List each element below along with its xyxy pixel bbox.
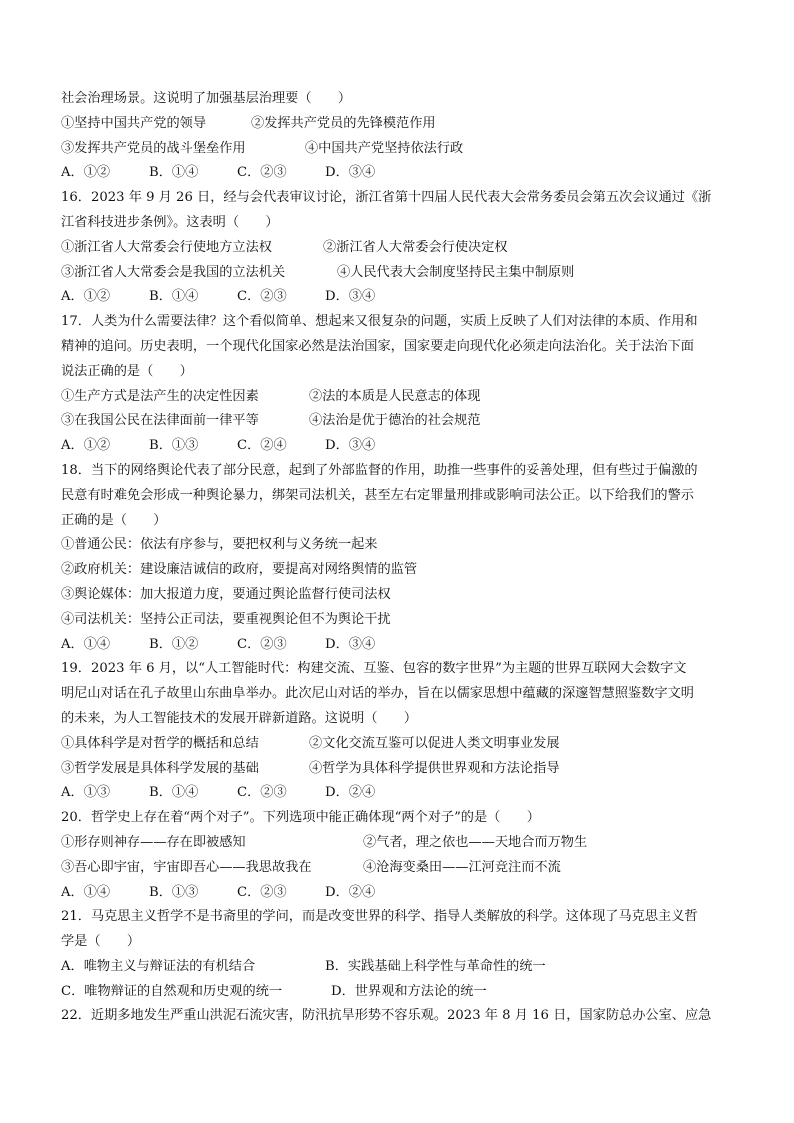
q20-stem: 20．哲学史上存在着“两个对子”。下列选项中能正确体现“两个对子”的是（ ） (61, 810, 540, 826)
q17-option-d: D．③④ (325, 438, 376, 454)
q19-option-a: A．①③ (61, 785, 111, 801)
q15-statement-2: ②发挥共产党员的先锋模范作用 (251, 115, 436, 131)
q16-stem-line-1: 16．2023 年 9 月 26 日，经与会代表审议讨论，浙江省第十四届人民代表大会常务委员会第五次会议通过《浙 (61, 190, 712, 206)
q15-option-c: C．②③ (237, 165, 287, 181)
q16-statements-1 (61, 236, 741, 261)
q20-option-d: D．②④ (325, 884, 376, 900)
q22-stem-line-1: 22．近期多地发生严重山洪泥石流灾害，防汛抗旱形势不容乐观。2023 年 8 月 16 日，国家防总办公室、应急 (61, 1008, 712, 1024)
q16-option-c: C．②③ (237, 289, 287, 305)
q15-stem-tail: 社会治理场景。这说明了加强基层治理要（ ） (61, 91, 352, 106)
q20-statements-2 (61, 856, 741, 881)
q18-option-a: A．①④ (61, 636, 111, 652)
q15-option-a: A．①② (61, 165, 111, 181)
q18-option-d: D．③④ (325, 636, 376, 652)
q19-option-b: B．①④ (149, 785, 199, 801)
q20-statements-1 (61, 831, 741, 856)
q16-statement-4: ④人民代表大会制度坚持民主集中制原则 (337, 264, 575, 280)
q20-statement-4: ④沧海变桑田——江河竞注而不流 (363, 859, 561, 875)
q16-stem-line-2: 江省科技进步条例》。这表明（ ） (61, 214, 279, 230)
q16-statement-1: ①浙江省人大常委会行使地方立法权 (61, 239, 272, 255)
q17-statement-4: ④法治是优于德治的社会规范 (309, 413, 481, 429)
q16-statements-2 (61, 261, 741, 286)
q18-statement-4: ④司法机关：坚持公正司法，要重视舆论但不为舆论干扰 (61, 611, 391, 627)
q17-stem-line-3: 说法正确的是（ ） (61, 363, 193, 379)
q20-option-a: A．①④ (61, 884, 111, 900)
q19-stem-line-2: 明尼山对话在孔子故里山东曲阜举办。此次尼山对话的举办，旨在以儒家思想中蕴藏的深邃智慧照鉴数字文明 (61, 686, 694, 702)
q20-statement-3: ③吾心即宇宙，宇宙即吾心——我思故我在 (61, 859, 312, 875)
q15-statements-1 (61, 112, 741, 137)
q15-statement-1: ①坚持中国共产党的领导 (61, 115, 207, 131)
q19-statements-2 (61, 757, 741, 782)
q16-statement-2: ②浙江省人大常委会行使决定权 (323, 239, 508, 255)
q19-statement-3: ③哲学发展是具体科学发展的基础 (61, 760, 259, 776)
q17-stem-line-1: 17．人类为什么需要法律？这个看似简单、想起来又很复杂的问题，实质上反映了人们对法律的本质、作用和 (61, 314, 698, 330)
q18-stem-line-2: 民意有时难免会形成一种舆论暴力，绑架司法机关，甚至左右定罪量刑排或影响司法公正。以下给我们的警示 (61, 487, 694, 503)
q15-statement-3: ③发挥共产党员的战斗堡垒作用 (61, 140, 246, 156)
q16-options (61, 285, 741, 310)
q18-options (61, 633, 741, 658)
q18-option-c: C．②③ (237, 636, 287, 652)
q21-option-c: C．唯物辩证的自然观和历史观的统一 (61, 983, 283, 999)
q21-options-1 (61, 955, 741, 980)
q21-option-a: A．唯物主义与辩证法的有机结合 (61, 958, 256, 974)
q18-statement-3: ③舆论媒体：加大报道力度，要通过舆论监督行使司法权 (61, 586, 391, 602)
q17-statements-1 (61, 385, 741, 410)
q19-stem-line-1: 19．2023 年 6 月，以“人工智能时代：构建交流、互鉴、包容的数字世界”为主题的世界互联网大会数字文 (61, 661, 687, 677)
q15-options (61, 161, 741, 186)
q15-option-d: D．③④ (325, 165, 376, 181)
q18-stem-line-1: 18．当下的网络舆论代表了部分民意，起到了外部监督的作用，助推一些事件的妥善处理，但有些过于偏激的 (61, 462, 698, 478)
q20-option-b: B．①③ (149, 884, 199, 900)
q15-statements-2 (61, 137, 741, 162)
q16-option-b: B．①④ (149, 289, 199, 305)
q19-statements-1 (61, 732, 741, 757)
q21-options-2 (61, 980, 741, 1005)
q20-options (61, 881, 741, 906)
q17-options (61, 434, 741, 459)
q17-stem-line-2: 精神的追问。历史表明，一个现代化国家必然是法治国家，国家要走向现代化必须走向法治化。关于法治下面 (61, 338, 694, 354)
q19-option-c: C．②③ (237, 785, 287, 801)
q17-option-a: A．①② (61, 438, 111, 454)
q16-option-a: A．①② (61, 289, 111, 305)
q20-option-c: C．②③ (237, 884, 287, 900)
q21-stem-line-1: 21．马克思主义哲学不是书斋里的学问，而是改变世界的科学、指导人类解放的科学。这体现了马克思主义哲 (61, 909, 698, 925)
q17-statement-3: ③在我国公民在法律面前一律平等 (61, 413, 259, 429)
q19-statement-1: ①具体科学是对哲学的概括和总结 (61, 735, 259, 751)
q15-option-b: B．①④ (149, 165, 199, 181)
q17-option-b: B．①③ (149, 438, 199, 454)
q20-statement-1: ①形存则神存——存在即被感知 (61, 834, 246, 850)
q17-option-c: C．②④ (237, 438, 287, 454)
q21-option-b: B．实践基础上科学性与革命性的统一 (325, 958, 546, 974)
q17-statement-1: ①生产方式是法产生的决定性因素 (61, 388, 259, 404)
q15-statement-4: ④中国共产党坚持依法行政 (305, 140, 464, 156)
q17-statements-2 (61, 409, 741, 434)
q21-stem-line-2: 学是（ ） (61, 934, 141, 950)
document-page (61, 87, 741, 1029)
q19-stem-line-3: 的未来，为人工智能技术的发展开辟新道路。这说明（ ） (61, 710, 418, 726)
q18-stem-line-3: 正确的是（ ） (61, 512, 167, 528)
q21-option-d: D．世界观和方法论的统一 (331, 983, 487, 999)
q19-statement-4: ④哲学为具体科学提供世界观和方法论指导 (309, 760, 560, 776)
q19-options (61, 781, 741, 806)
q19-statement-2: ②文化交流互鉴可以促进人类文明事业发展 (309, 735, 560, 751)
q16-statement-3: ③浙江省人大常委会是我国的立法机关 (61, 264, 286, 280)
q16-option-d: D．③④ (325, 289, 376, 305)
q18-option-b: B．①② (149, 636, 199, 652)
q18-statement-2: ②政府机关：建设廉洁诚信的政府，要提高对网络舆情的监管 (61, 562, 418, 578)
q19-option-d: D．②④ (325, 785, 376, 801)
q17-statement-2: ②法的本质是人民意志的体现 (309, 388, 481, 404)
q18-statement-1: ①普通公民：依法有序参与，要把权利与义务统一起来 (61, 537, 378, 553)
q20-statement-2: ②气者，理之依也——天地合而万物生 (363, 834, 588, 850)
